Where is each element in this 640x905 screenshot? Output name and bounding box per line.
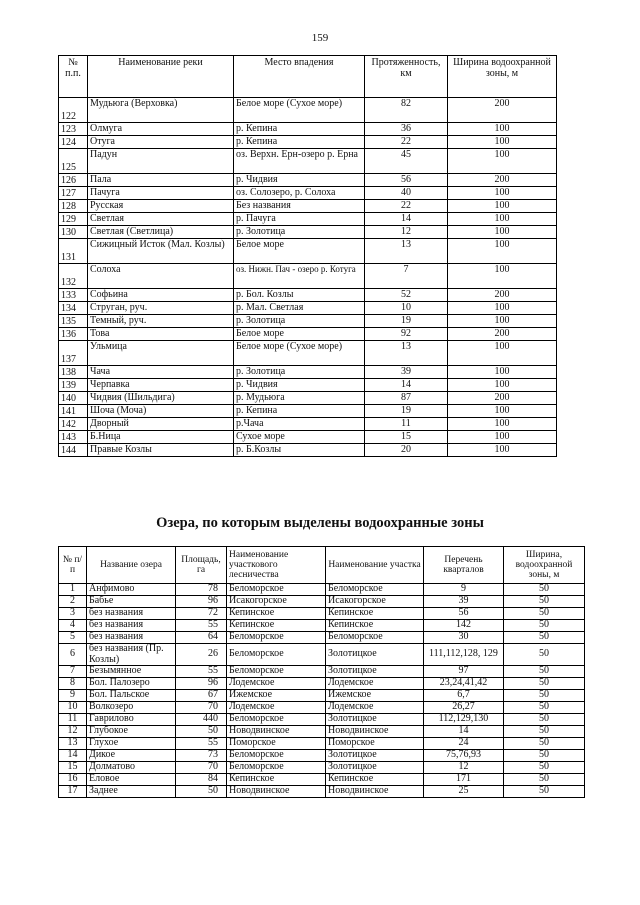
cell-mouth: р. Мал. Светлая bbox=[234, 302, 365, 315]
cell-forestry: Беломорское bbox=[227, 584, 326, 596]
cell-area: 70 bbox=[176, 762, 227, 774]
cell-area: 26 bbox=[176, 644, 227, 666]
cell-river-name: Пала bbox=[88, 174, 234, 187]
cell-num: 130 bbox=[59, 226, 88, 239]
cell-num: 135 bbox=[59, 315, 88, 328]
cell-mouth: Белое море bbox=[234, 328, 365, 341]
cell-area: 55 bbox=[176, 620, 227, 632]
cell-mouth: р. Чидвия bbox=[234, 174, 365, 187]
cell-lake-name: Долматово bbox=[87, 762, 176, 774]
cell-river-name: Дворный bbox=[88, 418, 234, 431]
cell-num: 16 bbox=[59, 774, 87, 786]
header-mouth: Место впадения bbox=[234, 56, 365, 98]
table-row bbox=[59, 187, 557, 200]
cell-zone-width: 50 bbox=[504, 750, 585, 762]
cell-river-name: Черпавка bbox=[88, 379, 234, 392]
cell-lake-name: Дикое bbox=[87, 750, 176, 762]
cell-num: 13 bbox=[59, 738, 87, 750]
cell-area: 67 bbox=[176, 690, 227, 702]
cell-zone-width: 50 bbox=[504, 762, 585, 774]
cell-mouth: р. Золотица bbox=[234, 226, 365, 239]
cell-num: 137 bbox=[59, 341, 88, 366]
table-row bbox=[59, 608, 585, 620]
cell-river-name: Мудьюга (Верховка) bbox=[88, 98, 234, 123]
table-row bbox=[59, 774, 585, 786]
cell-site: Золотицкое bbox=[326, 762, 424, 774]
cell-mouth: Без названия bbox=[234, 200, 365, 213]
cell-forestry: Беломорское bbox=[227, 632, 326, 644]
cell-river-name: Б.Ница bbox=[88, 431, 234, 444]
cell-site: Золотицкое bbox=[326, 666, 424, 678]
cell-num: 8 bbox=[59, 678, 87, 690]
cell-zone-width: 100 bbox=[448, 123, 557, 136]
cell-quarters: 6,7 bbox=[424, 690, 504, 702]
cell-num: 14 bbox=[59, 750, 87, 762]
cell-zone-width: 100 bbox=[448, 405, 557, 418]
cell-mouth: р. Кепина bbox=[234, 136, 365, 149]
cell-zone-width: 100 bbox=[448, 149, 557, 174]
cell-mouth: Белое море (Сухое море) bbox=[234, 341, 365, 366]
table-row bbox=[59, 738, 585, 750]
cell-mouth: оз. Нижн. Пач - озеро р. Котуга bbox=[234, 264, 365, 289]
cell-zone-width: 50 bbox=[504, 774, 585, 786]
table-row bbox=[59, 418, 557, 431]
table-row bbox=[59, 584, 585, 596]
cell-quarters: 14 bbox=[424, 726, 504, 738]
table-row bbox=[59, 149, 557, 174]
cell-area: 55 bbox=[176, 738, 227, 750]
cell-zone-width: 100 bbox=[448, 341, 557, 366]
cell-length: 7 bbox=[365, 264, 448, 289]
cell-quarters: 171 bbox=[424, 774, 504, 786]
cell-forestry: Ижемское bbox=[227, 690, 326, 702]
cell-num: 7 bbox=[59, 666, 87, 678]
header-lake-name: Название озера bbox=[87, 547, 176, 584]
table-row bbox=[59, 200, 557, 213]
table-row bbox=[59, 366, 557, 379]
cell-length: 11 bbox=[365, 418, 448, 431]
cell-mouth: оз. Солозеро, р. Солоха bbox=[234, 187, 365, 200]
cell-length: 39 bbox=[365, 366, 448, 379]
cell-river-name: Падун bbox=[88, 149, 234, 174]
cell-site: Кепинское bbox=[326, 774, 424, 786]
cell-length: 14 bbox=[365, 379, 448, 392]
cell-zone-width: 50 bbox=[504, 702, 585, 714]
cell-length: 15 bbox=[365, 431, 448, 444]
table-row bbox=[59, 226, 557, 239]
cell-num: 126 bbox=[59, 174, 88, 187]
cell-num: 127 bbox=[59, 187, 88, 200]
cell-quarters: 30 bbox=[424, 632, 504, 644]
cell-length: 52 bbox=[365, 289, 448, 302]
cell-river-name: Русская bbox=[88, 200, 234, 213]
table-row bbox=[59, 264, 557, 289]
cell-river-name: Светлая bbox=[88, 213, 234, 226]
table-row bbox=[59, 213, 557, 226]
header-river-name: Наименование реки bbox=[88, 56, 234, 98]
cell-lake-name: Заднее bbox=[87, 786, 176, 798]
cell-num: 131 bbox=[59, 239, 88, 264]
cell-site: Кепинское bbox=[326, 608, 424, 620]
cell-zone-width: 100 bbox=[448, 200, 557, 213]
lakes-section-title: Озера, по которым выделены водоохранные зоны bbox=[156, 515, 484, 531]
cell-area: 72 bbox=[176, 608, 227, 620]
cell-lake-name: Глубокое bbox=[87, 726, 176, 738]
cell-lake-name: без названия bbox=[87, 632, 176, 644]
cell-num: 17 bbox=[59, 786, 87, 798]
cell-mouth: Белое море (Сухое море) bbox=[234, 98, 365, 123]
cell-zone-width: 50 bbox=[504, 644, 585, 666]
cell-num: 12 bbox=[59, 726, 87, 738]
cell-river-name: Шоча (Моча) bbox=[88, 405, 234, 418]
cell-num: 123 bbox=[59, 123, 88, 136]
cell-zone-width: 50 bbox=[504, 632, 585, 644]
header-quarters: Перечень кварталов bbox=[424, 547, 504, 584]
cell-river-name: Чидвия (Шильдига) bbox=[88, 392, 234, 405]
cell-forestry: Новодвинское bbox=[227, 726, 326, 738]
cell-num: 5 bbox=[59, 632, 87, 644]
cell-quarters: 26,27 bbox=[424, 702, 504, 714]
cell-area: 440 bbox=[176, 714, 227, 726]
cell-forestry: Исакогорское bbox=[227, 596, 326, 608]
cell-num: 139 bbox=[59, 379, 88, 392]
cell-quarters: 111,112,128, 129 bbox=[424, 644, 504, 666]
cell-site: Золотицкое bbox=[326, 644, 424, 666]
cell-num: 141 bbox=[59, 405, 88, 418]
table-row bbox=[59, 750, 585, 762]
table-row bbox=[59, 726, 585, 738]
cell-forestry: Беломорское bbox=[227, 714, 326, 726]
cell-num: 128 bbox=[59, 200, 88, 213]
cell-length: 87 bbox=[365, 392, 448, 405]
table-row bbox=[59, 123, 557, 136]
cell-zone-width: 100 bbox=[448, 264, 557, 289]
cell-forestry: Кепинское bbox=[227, 620, 326, 632]
cell-length: 19 bbox=[365, 405, 448, 418]
header-zone-width: Ширина водоохранной зоны, м bbox=[448, 56, 557, 98]
lakes-header-row bbox=[59, 547, 585, 584]
cell-num: 1 bbox=[59, 584, 87, 596]
table-row bbox=[59, 239, 557, 264]
cell-lake-name: Анфимово bbox=[87, 584, 176, 596]
cell-river-name: Светлая (Светлица) bbox=[88, 226, 234, 239]
cell-forestry: Беломорское bbox=[227, 750, 326, 762]
header-num: № п.п. bbox=[59, 56, 88, 98]
cell-num: 142 bbox=[59, 418, 88, 431]
cell-zone-width: 200 bbox=[448, 392, 557, 405]
cell-num: 124 bbox=[59, 136, 88, 149]
cell-zone-width: 100 bbox=[448, 136, 557, 149]
cell-area: 96 bbox=[176, 678, 227, 690]
cell-river-name: Ульмица bbox=[88, 341, 234, 366]
cell-site: Кепинское bbox=[326, 620, 424, 632]
header-area: Площадь, га bbox=[176, 547, 227, 584]
cell-mouth: р. Пачуга bbox=[234, 213, 365, 226]
rivers-header-row bbox=[59, 56, 557, 98]
cell-site: Исакогорское bbox=[326, 596, 424, 608]
cell-mouth: р. Золотица bbox=[234, 315, 365, 328]
cell-area: 70 bbox=[176, 702, 227, 714]
cell-zone-width: 50 bbox=[504, 726, 585, 738]
cell-length: 45 bbox=[365, 149, 448, 174]
cell-river-name: Темный, руч. bbox=[88, 315, 234, 328]
cell-length: 13 bbox=[365, 341, 448, 366]
cell-river-name: Правые Козлы bbox=[88, 444, 234, 457]
cell-num: 122 bbox=[59, 98, 88, 123]
cell-num: 11 bbox=[59, 714, 87, 726]
cell-site: Беломорское bbox=[326, 632, 424, 644]
cell-num: 6 bbox=[59, 644, 87, 666]
cell-forestry: Новодвинское bbox=[227, 786, 326, 798]
cell-mouth: р. Чидвия bbox=[234, 379, 365, 392]
cell-lake-name: Еловое bbox=[87, 774, 176, 786]
table-row bbox=[59, 98, 557, 123]
cell-area: 78 bbox=[176, 584, 227, 596]
cell-num: 136 bbox=[59, 328, 88, 341]
cell-river-name: Отуга bbox=[88, 136, 234, 149]
cell-zone-width: 100 bbox=[448, 239, 557, 264]
cell-area: 96 bbox=[176, 596, 227, 608]
cell-river-name: Това bbox=[88, 328, 234, 341]
cell-forestry: Беломорское bbox=[227, 644, 326, 666]
cell-zone-width: 50 bbox=[504, 714, 585, 726]
cell-length: 22 bbox=[365, 200, 448, 213]
table-row bbox=[59, 702, 585, 714]
cell-zone-width: 100 bbox=[448, 315, 557, 328]
cell-length: 20 bbox=[365, 444, 448, 457]
table-row bbox=[59, 690, 585, 702]
cell-length: 10 bbox=[365, 302, 448, 315]
cell-river-name: Струган, руч. bbox=[88, 302, 234, 315]
table-row bbox=[59, 328, 557, 341]
cell-quarters: 9 bbox=[424, 584, 504, 596]
cell-quarters: 12 bbox=[424, 762, 504, 774]
cell-num: 4 bbox=[59, 620, 87, 632]
lakes-table bbox=[58, 546, 585, 798]
cell-num: 15 bbox=[59, 762, 87, 774]
cell-site: Беломорское bbox=[326, 584, 424, 596]
cell-forestry: Кепинское bbox=[227, 774, 326, 786]
cell-zone-width: 100 bbox=[448, 213, 557, 226]
cell-length: 56 bbox=[365, 174, 448, 187]
cell-lake-name: без названия (Пр. Козлы) bbox=[87, 644, 176, 666]
cell-zone-width: 50 bbox=[504, 584, 585, 596]
header-site: Наименование участка bbox=[326, 547, 424, 584]
table-row bbox=[59, 762, 585, 774]
cell-quarters: 24 bbox=[424, 738, 504, 750]
cell-area: 50 bbox=[176, 786, 227, 798]
table-row bbox=[59, 444, 557, 457]
cell-forestry: Беломорское bbox=[227, 666, 326, 678]
cell-length: 40 bbox=[365, 187, 448, 200]
cell-site: Ижемское bbox=[326, 690, 424, 702]
cell-mouth: Белое море bbox=[234, 239, 365, 264]
cell-area: 73 bbox=[176, 750, 227, 762]
table-row bbox=[59, 315, 557, 328]
header-zone-width: Ширина, водоохранной зоны, м bbox=[504, 547, 585, 584]
cell-river-name: Пачуга bbox=[88, 187, 234, 200]
cell-zone-width: 50 bbox=[504, 786, 585, 798]
rivers-table-body bbox=[59, 98, 557, 457]
cell-length: 19 bbox=[365, 315, 448, 328]
cell-area: 50 bbox=[176, 726, 227, 738]
cell-lake-name: Бол. Пальское bbox=[87, 690, 176, 702]
rivers-table bbox=[58, 55, 557, 457]
cell-forestry: Лодемское bbox=[227, 702, 326, 714]
table-row bbox=[59, 174, 557, 187]
cell-zone-width: 200 bbox=[448, 328, 557, 341]
cell-area: 84 bbox=[176, 774, 227, 786]
table-row bbox=[59, 620, 585, 632]
cell-quarters: 56 bbox=[424, 608, 504, 620]
table-row bbox=[59, 678, 585, 690]
cell-length: 92 bbox=[365, 328, 448, 341]
cell-zone-width: 50 bbox=[504, 678, 585, 690]
cell-zone-width: 200 bbox=[448, 174, 557, 187]
cell-site: Поморское bbox=[326, 738, 424, 750]
cell-length: 82 bbox=[365, 98, 448, 123]
cell-quarters: 112,129,130 bbox=[424, 714, 504, 726]
table-row bbox=[59, 136, 557, 149]
page-number: 159 bbox=[311, 32, 329, 44]
header-length: Протяженность, км bbox=[365, 56, 448, 98]
cell-mouth: р.Чача bbox=[234, 418, 365, 431]
cell-site: Золотицкое bbox=[326, 714, 424, 726]
cell-num: 143 bbox=[59, 431, 88, 444]
cell-area: 55 bbox=[176, 666, 227, 678]
cell-num: 10 bbox=[59, 702, 87, 714]
cell-river-name: Олмуга bbox=[88, 123, 234, 136]
cell-lake-name: Гаврилово bbox=[87, 714, 176, 726]
cell-zone-width: 200 bbox=[448, 98, 557, 123]
cell-lake-name: Бабье bbox=[87, 596, 176, 608]
cell-zone-width: 200 bbox=[448, 289, 557, 302]
cell-zone-width: 100 bbox=[448, 379, 557, 392]
cell-lake-name: без названия bbox=[87, 608, 176, 620]
cell-quarters: 142 bbox=[424, 620, 504, 632]
table-row bbox=[59, 405, 557, 418]
cell-forestry: Беломорское bbox=[227, 762, 326, 774]
cell-zone-width: 50 bbox=[504, 596, 585, 608]
cell-zone-width: 50 bbox=[504, 738, 585, 750]
cell-quarters: 97 bbox=[424, 666, 504, 678]
cell-lake-name: Безымянное bbox=[87, 666, 176, 678]
header-forestry: Наименование участкового лесничества bbox=[227, 547, 326, 584]
cell-quarters: 23,24,41,42 bbox=[424, 678, 504, 690]
cell-quarters: 75,76,93 bbox=[424, 750, 504, 762]
cell-river-name: Софьина bbox=[88, 289, 234, 302]
cell-length: 12 bbox=[365, 226, 448, 239]
cell-zone-width: 100 bbox=[448, 187, 557, 200]
table-row bbox=[59, 289, 557, 302]
table-row bbox=[59, 431, 557, 444]
table-row bbox=[59, 666, 585, 678]
cell-mouth: оз. Верхн. Ерн-озеро р. Ерна bbox=[234, 149, 365, 174]
lakes-table-body bbox=[59, 584, 585, 798]
cell-zone-width: 100 bbox=[448, 444, 557, 457]
cell-num: 129 bbox=[59, 213, 88, 226]
cell-mouth: р. Кепина bbox=[234, 405, 365, 418]
cell-river-name: Чача bbox=[88, 366, 234, 379]
cell-mouth: р. Мудьюга bbox=[234, 392, 365, 405]
table-row bbox=[59, 714, 585, 726]
cell-num: 133 bbox=[59, 289, 88, 302]
cell-zone-width: 50 bbox=[504, 690, 585, 702]
table-row bbox=[59, 302, 557, 315]
cell-mouth: р. Бол. Козлы bbox=[234, 289, 365, 302]
cell-quarters: 39 bbox=[424, 596, 504, 608]
cell-lake-name: без названия bbox=[87, 620, 176, 632]
cell-mouth: Сухое море bbox=[234, 431, 365, 444]
cell-quarters: 25 bbox=[424, 786, 504, 798]
cell-river-name: Сижицный Исток (Мал. Козлы) bbox=[88, 239, 234, 264]
table-row bbox=[59, 379, 557, 392]
table-row bbox=[59, 341, 557, 366]
cell-num: 140 bbox=[59, 392, 88, 405]
table-row bbox=[59, 392, 557, 405]
cell-num: 134 bbox=[59, 302, 88, 315]
cell-site: Новодвинское bbox=[326, 726, 424, 738]
cell-site: Лодемское bbox=[326, 702, 424, 714]
table-row bbox=[59, 596, 585, 608]
cell-mouth: р. Б.Козлы bbox=[234, 444, 365, 457]
cell-lake-name: Бол. Палозеро bbox=[87, 678, 176, 690]
cell-num: 3 bbox=[59, 608, 87, 620]
cell-area: 64 bbox=[176, 632, 227, 644]
cell-lake-name: Глухое bbox=[87, 738, 176, 750]
cell-mouth: р. Кепина bbox=[234, 123, 365, 136]
cell-site: Золотицкое bbox=[326, 750, 424, 762]
cell-zone-width: 50 bbox=[504, 666, 585, 678]
header-num: № п/п bbox=[59, 547, 87, 584]
cell-zone-width: 50 bbox=[504, 608, 585, 620]
cell-length: 14 bbox=[365, 213, 448, 226]
cell-length: 36 bbox=[365, 123, 448, 136]
cell-num: 138 bbox=[59, 366, 88, 379]
cell-num: 132 bbox=[59, 264, 88, 289]
cell-num: 9 bbox=[59, 690, 87, 702]
cell-site: Лодемское bbox=[326, 678, 424, 690]
cell-num: 144 bbox=[59, 444, 88, 457]
cell-num: 2 bbox=[59, 596, 87, 608]
cell-zone-width: 100 bbox=[448, 366, 557, 379]
cell-num: 125 bbox=[59, 149, 88, 174]
cell-lake-name: Волкозеро bbox=[87, 702, 176, 714]
cell-river-name: Солоха bbox=[88, 264, 234, 289]
cell-site: Новодвинское bbox=[326, 786, 424, 798]
cell-zone-width: 50 bbox=[504, 620, 585, 632]
cell-length: 13 bbox=[365, 239, 448, 264]
cell-zone-width: 100 bbox=[448, 431, 557, 444]
cell-forestry: Кепинское bbox=[227, 608, 326, 620]
cell-forestry: Поморское bbox=[227, 738, 326, 750]
cell-forestry: Лодемское bbox=[227, 678, 326, 690]
table-row bbox=[59, 644, 585, 666]
cell-zone-width: 100 bbox=[448, 418, 557, 431]
table-row bbox=[59, 786, 585, 798]
table-row bbox=[59, 632, 585, 644]
cell-zone-width: 100 bbox=[448, 302, 557, 315]
cell-mouth: р. Золотица bbox=[234, 366, 365, 379]
cell-length: 22 bbox=[365, 136, 448, 149]
cell-zone-width: 100 bbox=[448, 226, 557, 239]
